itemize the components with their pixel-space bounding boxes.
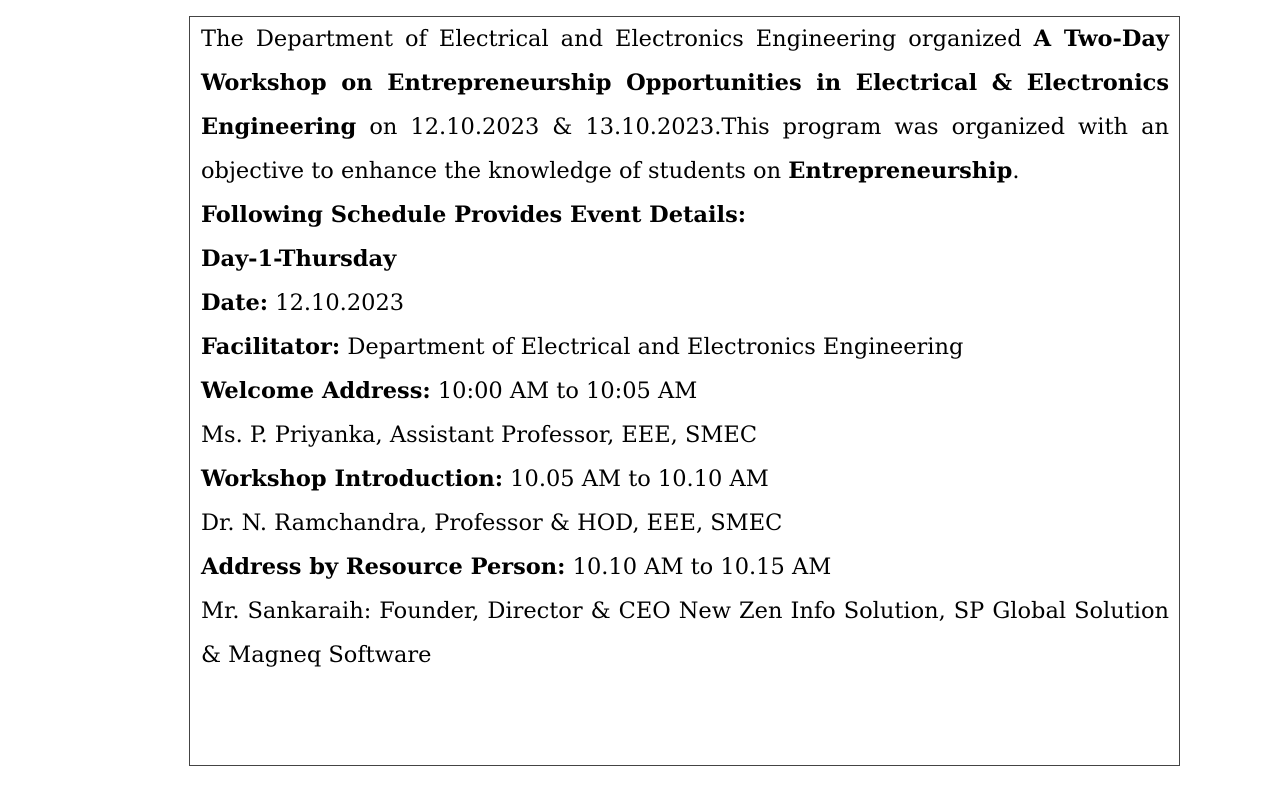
schedule-heading: Following Schedule Provides Event Details: [201, 202, 747, 228]
welcome-person: Ms. P. Priyanka, Assistant Professor, EEE, SMEC [201, 422, 758, 448]
resource-time: 10.10 AM to 10.15 AM [565, 554, 832, 580]
facilitator-label: Facilitator: [201, 334, 341, 360]
date-line [201, 281, 1169, 325]
intro-text-1: The Department of Electrical and Electronics Engineering organized [201, 26, 1034, 52]
introduction-label: Workshop Introduction: [201, 466, 504, 492]
welcome-label: Welcome Address: [201, 378, 431, 404]
welcome-line [201, 369, 1169, 413]
introduction-line [201, 457, 1169, 501]
intro-paragraph [201, 17, 1169, 193]
document-frame [189, 16, 1180, 766]
intro-text-3: . [1012, 158, 1020, 184]
day-heading: Day-1-Thursday [201, 246, 397, 272]
resource-line [201, 545, 1169, 589]
intro-text-2: on 12.10.2023 & 13.10.2023.This program was organized with an objective to enhance the knowledge of students on [201, 114, 1169, 184]
topic-entrepreneurship: Entrepreneurship [788, 158, 1013, 184]
resource-person: Mr. Sankaraih: Founder, Director & CEO New Zen Info Solution, SP Global Solution & Magneq Software [201, 598, 1169, 668]
document-body [201, 17, 1169, 677]
date-label: Date: [201, 290, 269, 316]
introduction-person: Dr. N. Ramchandra, Professor & HOD, EEE, SMEC [201, 510, 783, 536]
workshop-title: A Two-Day Workshop on Entrepreneurship Opportunities in Electrical & Electronics Engineering [201, 26, 1169, 140]
date-value: 12.10.2023 [268, 290, 405, 316]
introduction-time: 10.05 AM to 10.10 AM [503, 466, 769, 492]
resource-label: Address by Resource Person: [201, 554, 566, 580]
facilitator-value: Department of Electrical and Electronics Engineering [340, 334, 964, 360]
welcome-time: 10:00 AM to 10:05 AM [430, 378, 698, 404]
facilitator-line [201, 325, 1169, 369]
